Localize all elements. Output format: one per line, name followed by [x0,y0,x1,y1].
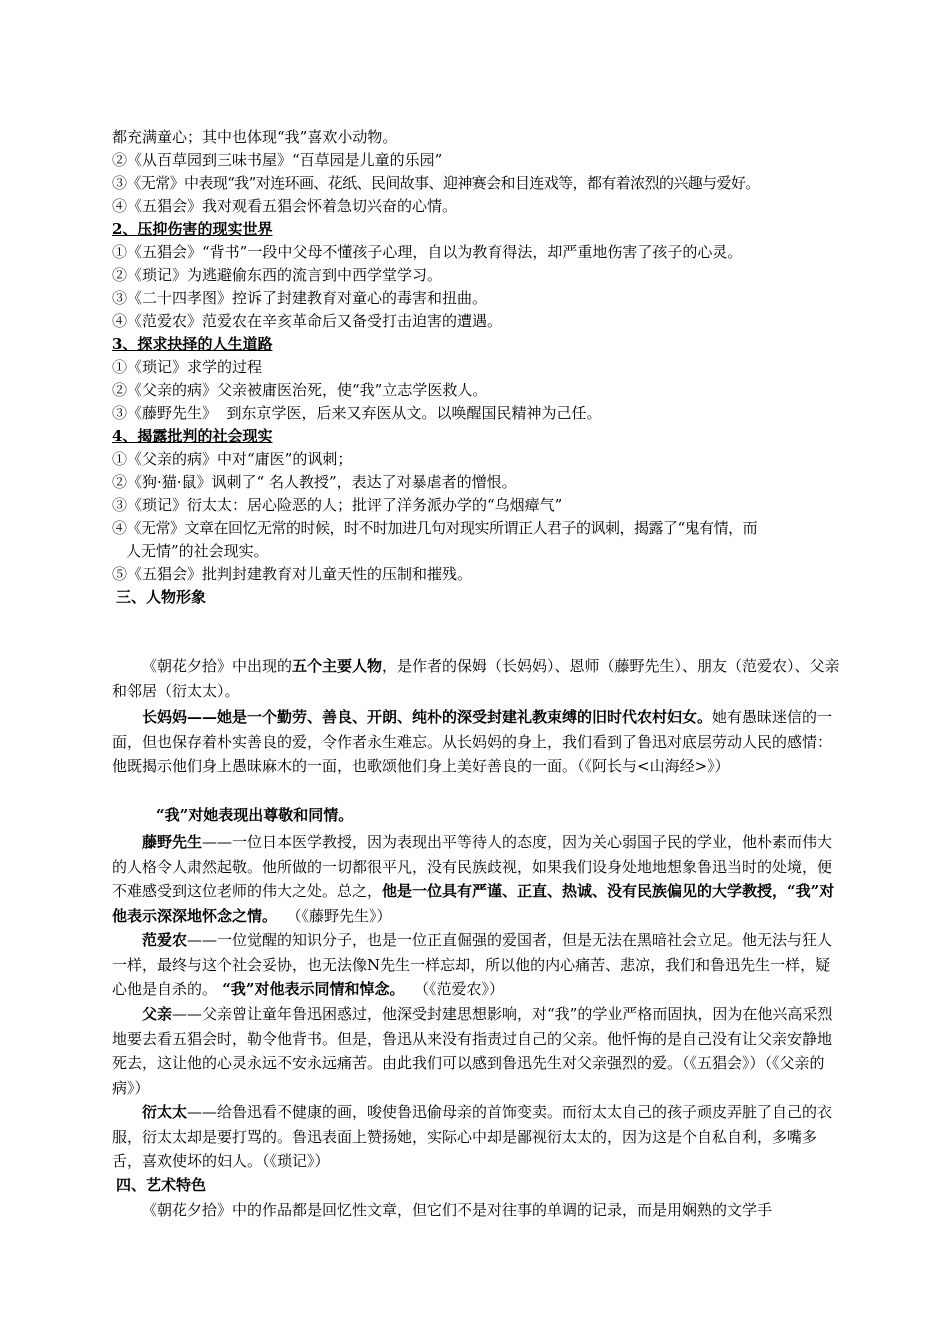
list-line: ①《五猖会》“背书”一段中父母不懂孩子心理，自以为教育得法，却严重地伤害了孩子的心灵。 [112,243,743,261]
character-text: ——给鲁迅看不健康的画，唆使鲁迅偷母亲的首饰变卖。而衍太太自己的孩子顽皮弄脏了自己的衣服，衍太太却是要打骂的。鲁迅表面上赞扬她，实际心中却是鄙视衍太太的，因为这是个自私自利，多嘴多舌，喜欢使坏的妇人。（《琐记》） [112,1103,833,1170]
character-name: 父亲 [142,1005,173,1023]
character-name: 长妈妈 [142,708,188,726]
section-heading-4: 4、揭露批判的社会现实 [112,427,273,445]
list-line: ②《狗·猫·鼠》讽刺了“ 名人教授”，表达了对暴虐者的憎恨。 [112,473,517,491]
characters-intro [112,654,840,703]
source-ref: （《范爱农》） [404,980,505,998]
section-heading-2: 2、压抑伤害的现实世界 [112,220,273,238]
character-tengye [112,830,840,928]
character-summary: ——她是一个勤劳、善良、开朗、纯朴的深受封建礼教束缚的旧时代农村妇女。 [187,708,713,726]
list-line: ①《父亲的病》中对“庸医”的讽刺； [112,450,353,468]
character-text: ——一位日本医学教授，因为表现出平等待人的态度，因为关心弱国子民的学业，他朴素而伟大的人格令人肃然起敬。他所做的一切都很平凡，没有民族歧视，如果我们设身处地地想象鲁迅当时的处境，便不难感受到这位老师的伟大之处。总之， [112,833,833,900]
list-line: ②《从百草园到三味书屋》“百草园是儿童的乐园” [112,151,443,169]
character-fanainong [112,928,840,1002]
list-line: 人无情”的社会现实。 [126,542,269,560]
character-text: 她有愚昧迷信的一面，但也保存着朴实善良的爱，令作者永生难忘。从长妈妈的身上，我们看到了鲁迅对底层劳动人民的感情：他既揭示他们身上愚昧麻木的一面，也歌颂他们身上美好善良的一面。（《阿长与<山海经>》） [112,708,833,775]
part-heading-art [112,1174,840,1197]
art-features-text [112,1198,840,1223]
paragraph-text: 《朝花夕拾》中的作品都是回忆性文章，但它们不是对往事的单调的记录，而是用娴熟的文学手 [142,1201,773,1219]
heading-text: 四、艺术特色 [116,1176,207,1194]
character-text: ——一位觉醒的知识分子，也是一位正直倔强的爱国者，但是无法在黑暗社会立足。他无法与狂人一样，最终与这个社会妥协，也无法像N先生一样忘却，所以他的内心痛苦、悲凉，我们和鲁迅先生一样，疑心他是自杀的。 [112,931,833,998]
changmama-attitude [112,804,840,827]
character-text: ——父亲曾让童年鲁迅困惑过，他深受封建思想影响，对“我”的学业严格而固执，因为在他兴高采烈地要去看五猖会时，勒令他背书。但是，鲁迅从来没有指责过自己的父亲。他忏悔的是自己没有让父亲安静地死去，这让他的心灵永远不安永远痛苦。由此我们可以感到鲁迅先生对父亲强烈的爱。（《五猖会》）（《父亲的病》） [112,1005,833,1097]
intro-text: ，是作者的保姆（长妈妈）、恩师（藤野先生）、朋友（范爱农）、父亲和邻居（衍太太）。 [112,657,840,700]
list-line: ⑤《五猖会》批判封建教育对儿童天性的压制和摧残。 [112,565,473,583]
list-line: ④《范爱农》范爱农在辛亥革命后又备受打击迫害的遭遇。 [112,312,503,330]
list-line: ④《五猖会》我对观看五猖会怀着急切兴奋的心情。 [112,197,458,215]
source-ref: （《藤野先生》） [277,906,392,925]
intro-bold: 五个主要人物 [292,657,383,675]
intro-text: 《朝花夕拾》中出现的 [142,657,293,675]
theme-list-continued [112,126,840,609]
character-name: 范爱农 [142,931,188,949]
character-name: 衍太太 [142,1103,188,1121]
character-name: 藤野先生 [142,833,203,851]
list-line: 都充满童心；其中也体现“我”喜欢小动物。 [112,128,398,146]
attitude-text: “我”对她表现出尊敬和同情。 [156,806,354,824]
list-line: ④《无常》文章在回忆无常的时候，时不时加进几句对现实所谓正人君子的讽刺，揭露了“鬼有情，而 [112,519,758,537]
list-line: ③《藤野先生》 到东京学医，后来又弃医从文。以唤醒国民精神为己任。 [112,404,602,422]
part-heading-characters: 三、人物形象 [116,588,207,606]
character-father [112,1002,840,1100]
list-line: ③《二十四孝图》控诉了封建教育对童心的毒害和扭曲。 [112,289,488,307]
character-summary: 他是一位具有严谨、正直、热诚、没有民族偏见的大学教授，“我”对他表示深深地怀念之情。 [112,882,835,925]
list-line: ①《琐记》求学的过程 [112,358,263,376]
section-heading-3: 3、探求抉择的人生道路 [112,335,273,353]
list-line: ③《无常》中表现“我”对连环画、花纸、民间故事、迎神赛会和目连戏等，都有着浓烈的兴趣与爱好。 [112,174,760,192]
list-line: ③《琐记》衍太太：居心险恶的人；批评了洋务派办学的“乌烟瘴气” [112,496,563,514]
character-yantaitai [112,1100,840,1174]
list-line: ②《父亲的病》父亲被庸医治死，使“我”立志学医救人。 [112,381,488,399]
character-changmama [112,705,840,779]
list-line: ②《琐记》为逃避偷东西的流言到中西学堂学习。 [112,266,443,284]
character-summary: “我”对他表示同情和悼念。 [217,980,405,998]
